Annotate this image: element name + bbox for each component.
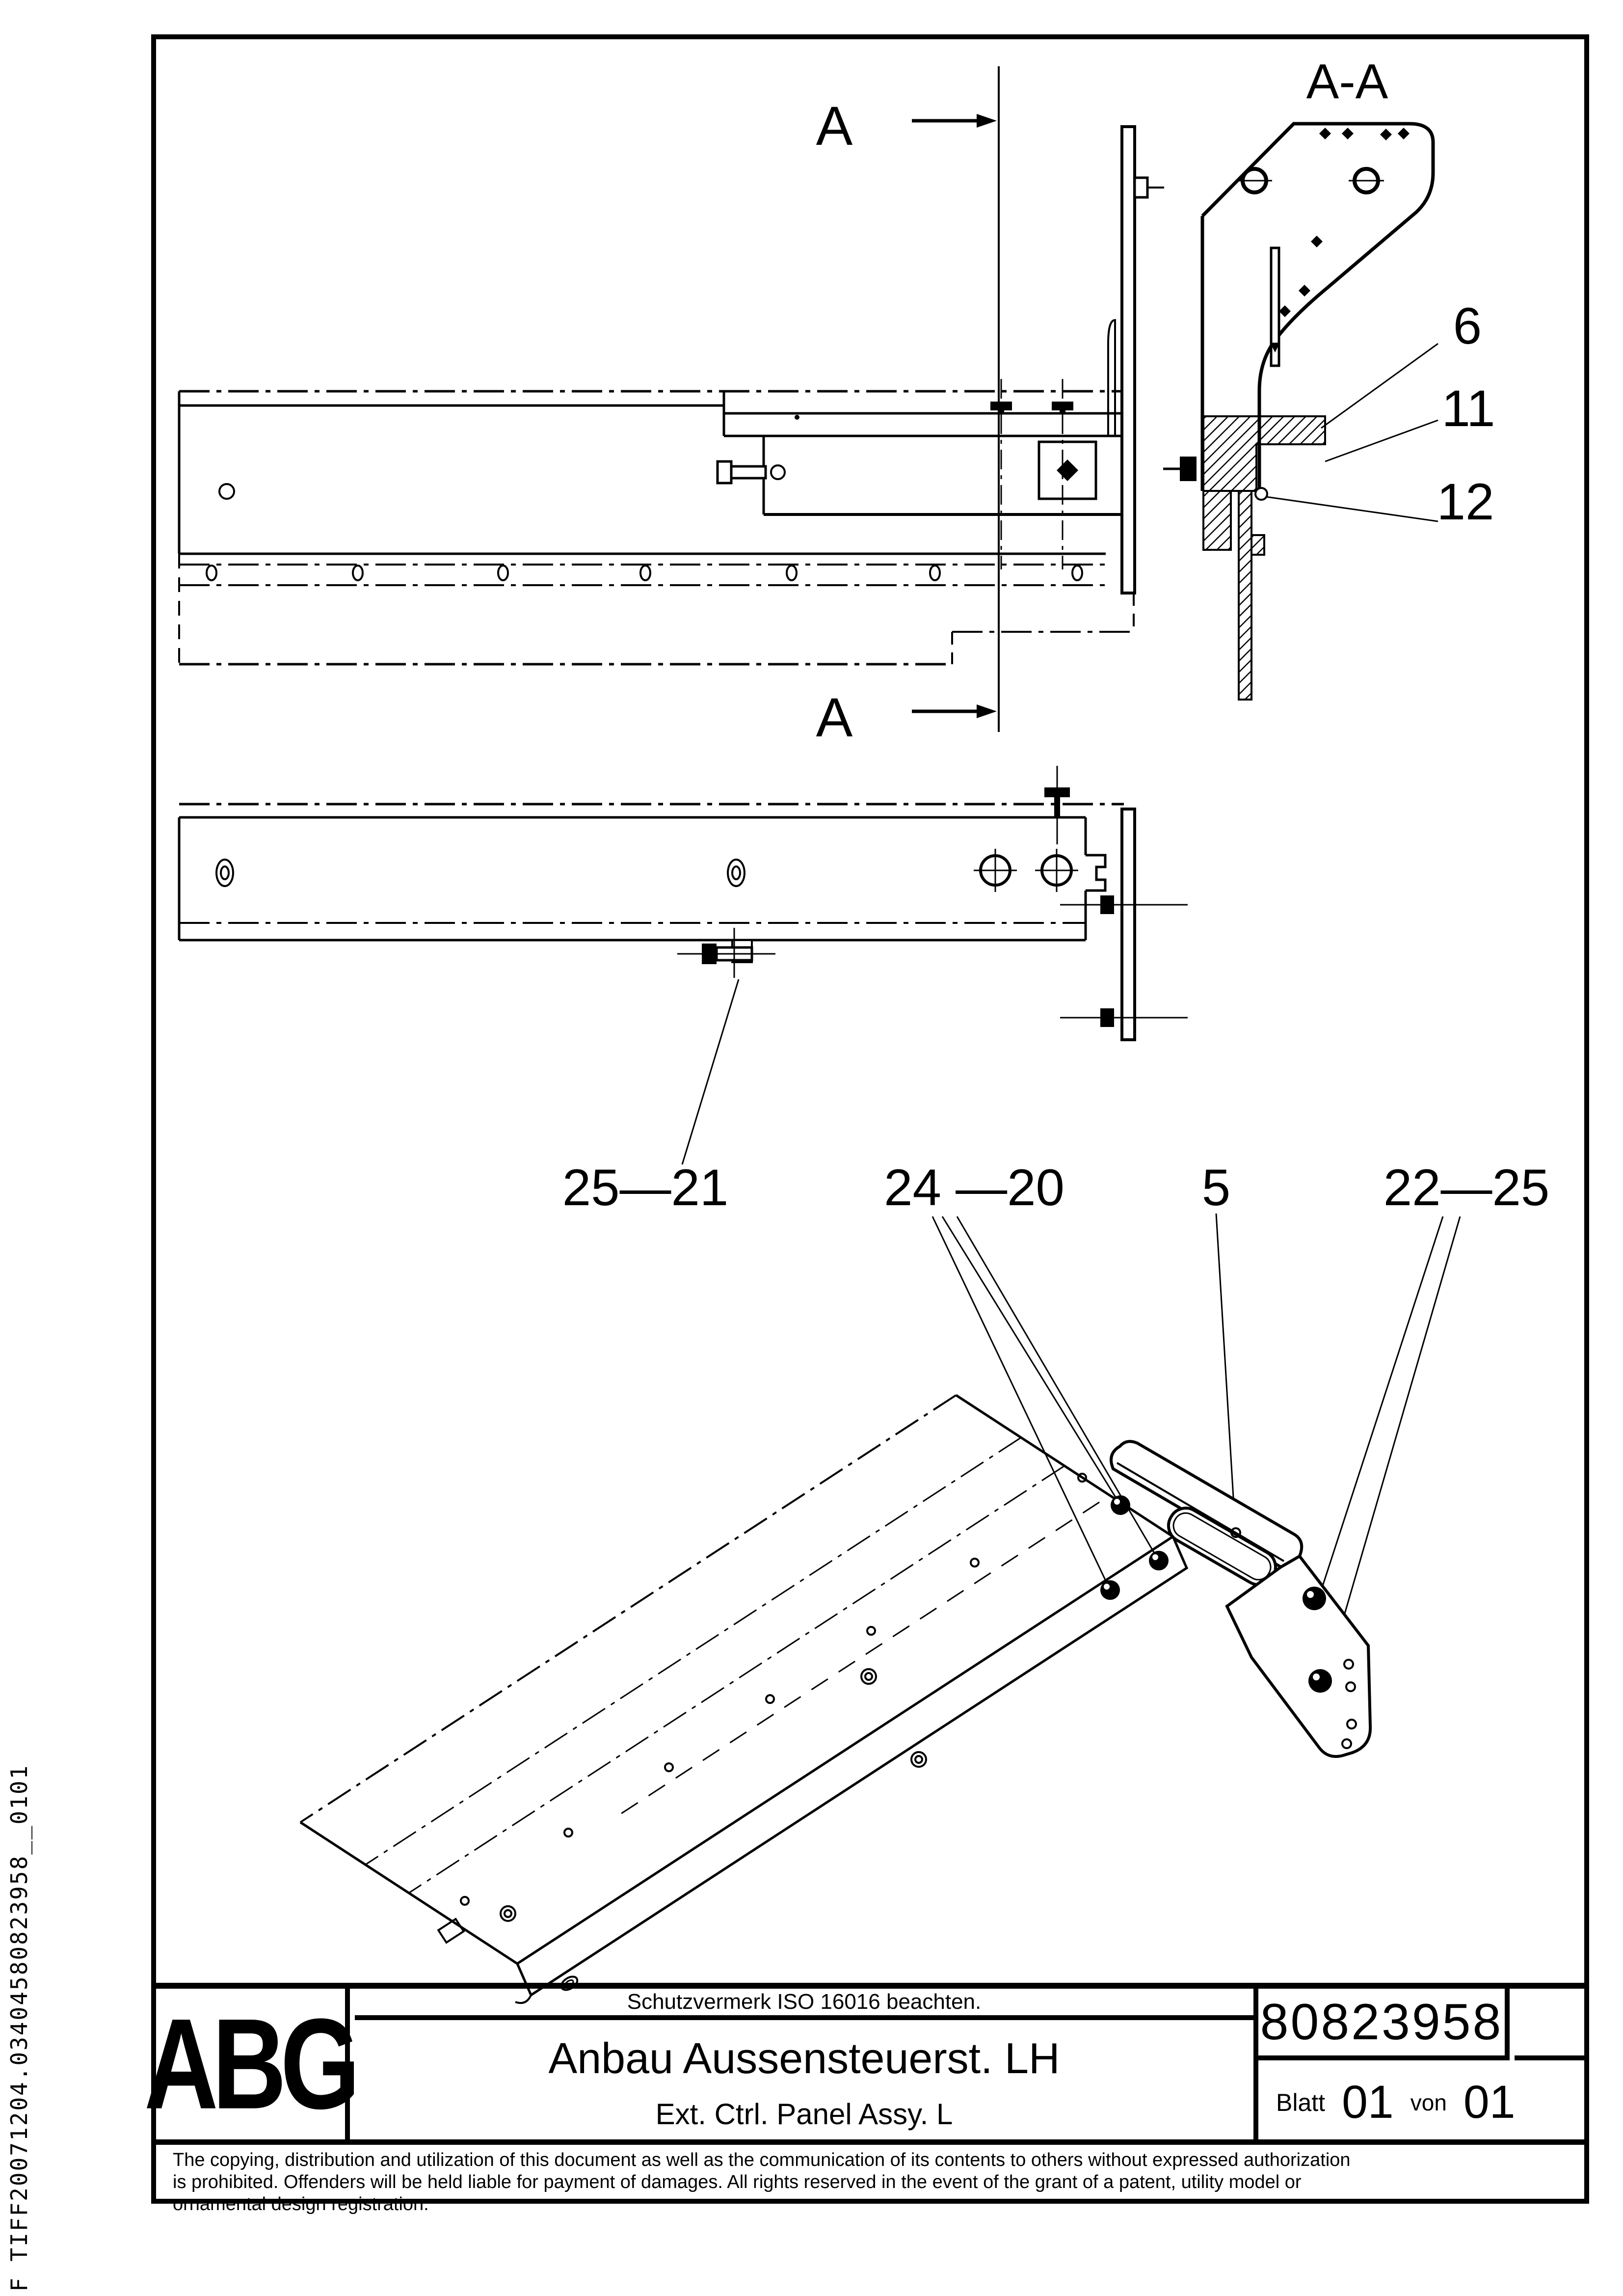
titleblock-mid-rule (154, 2139, 1587, 2145)
aa-hatched-bracket (1163, 416, 1325, 700)
protection-note: Schutzvermerk ISO 16016 beachten. (627, 1990, 982, 2014)
side-view-top (179, 127, 1164, 664)
callout-6: 6 (1453, 297, 1482, 355)
callout-25-21: 25—21 (562, 1159, 729, 1216)
margin-filename: F TIFF20071204.03404580823958__0101 (6, 1764, 32, 2292)
drawing-number: 80823958 (1260, 1993, 1503, 2051)
cross-holes (974, 849, 1078, 892)
legal-line-1: The copying, distribution and utilization of this document as well as the communication of its contents to others without expressed authorization (173, 2150, 1351, 2170)
legal-text (173, 2149, 1576, 2215)
callout-12: 12 (1437, 473, 1494, 531)
iso-plate-holes (461, 1474, 1086, 1921)
titleblock-top-rule (154, 1983, 1587, 1989)
callout-22-25: 22—25 (1383, 1159, 1550, 1216)
cut-label-top: A (816, 95, 853, 157)
band-holes (207, 566, 1082, 580)
isometric-view (300, 1395, 1370, 2003)
callout-5: 5 (1201, 1159, 1231, 1216)
cut-label-bottom: A (816, 687, 853, 748)
side-view-bottom (179, 766, 1188, 1040)
aa-fastener-diamonds (1279, 128, 1410, 317)
abg-logo: ABG (144, 1992, 354, 2136)
legal-line-3: ornamental design registration. (173, 2194, 429, 2215)
sheet-row (1258, 2065, 1587, 2139)
drawing-number-box (1258, 1989, 1510, 2060)
grommet-holes (216, 860, 745, 886)
section-view-title: A-A (1306, 54, 1388, 109)
sheet-label: Blatt (1276, 2088, 1326, 2116)
drawing-title-english: Ext. Ctrl. Panel Assy. L (655, 2098, 953, 2131)
logo-cell (144, 1989, 354, 2139)
section-view-aa (1163, 124, 1438, 700)
under-bolt (677, 928, 775, 978)
callout-24-20: 24 —20 (884, 1159, 1064, 1216)
drawing-title-german: Anbau Aussensteuerst. LH (548, 2034, 1060, 2082)
protection-note-cell (355, 1989, 1253, 2020)
drawing-number-side-cell (1515, 1989, 1587, 2060)
callout-11: 11 (1441, 380, 1495, 437)
bracket-plan (718, 127, 1164, 593)
sheet-connector: von (1410, 2089, 1447, 2115)
callout-leader-lines (682, 979, 1460, 1683)
legal-line-2: is prohibited. Offenders will be held liable for payment of damages. All rights reserved in the event of the grant of a patent, utility model or (173, 2172, 1302, 2192)
sheet-current: 01 (1342, 2076, 1394, 2128)
sheet-total: 01 (1463, 2076, 1516, 2128)
title-cell (355, 2025, 1253, 2139)
section-arrow-top (977, 114, 997, 128)
section-arrow-bottom (977, 704, 997, 718)
sheet-frame (154, 37, 1587, 2201)
